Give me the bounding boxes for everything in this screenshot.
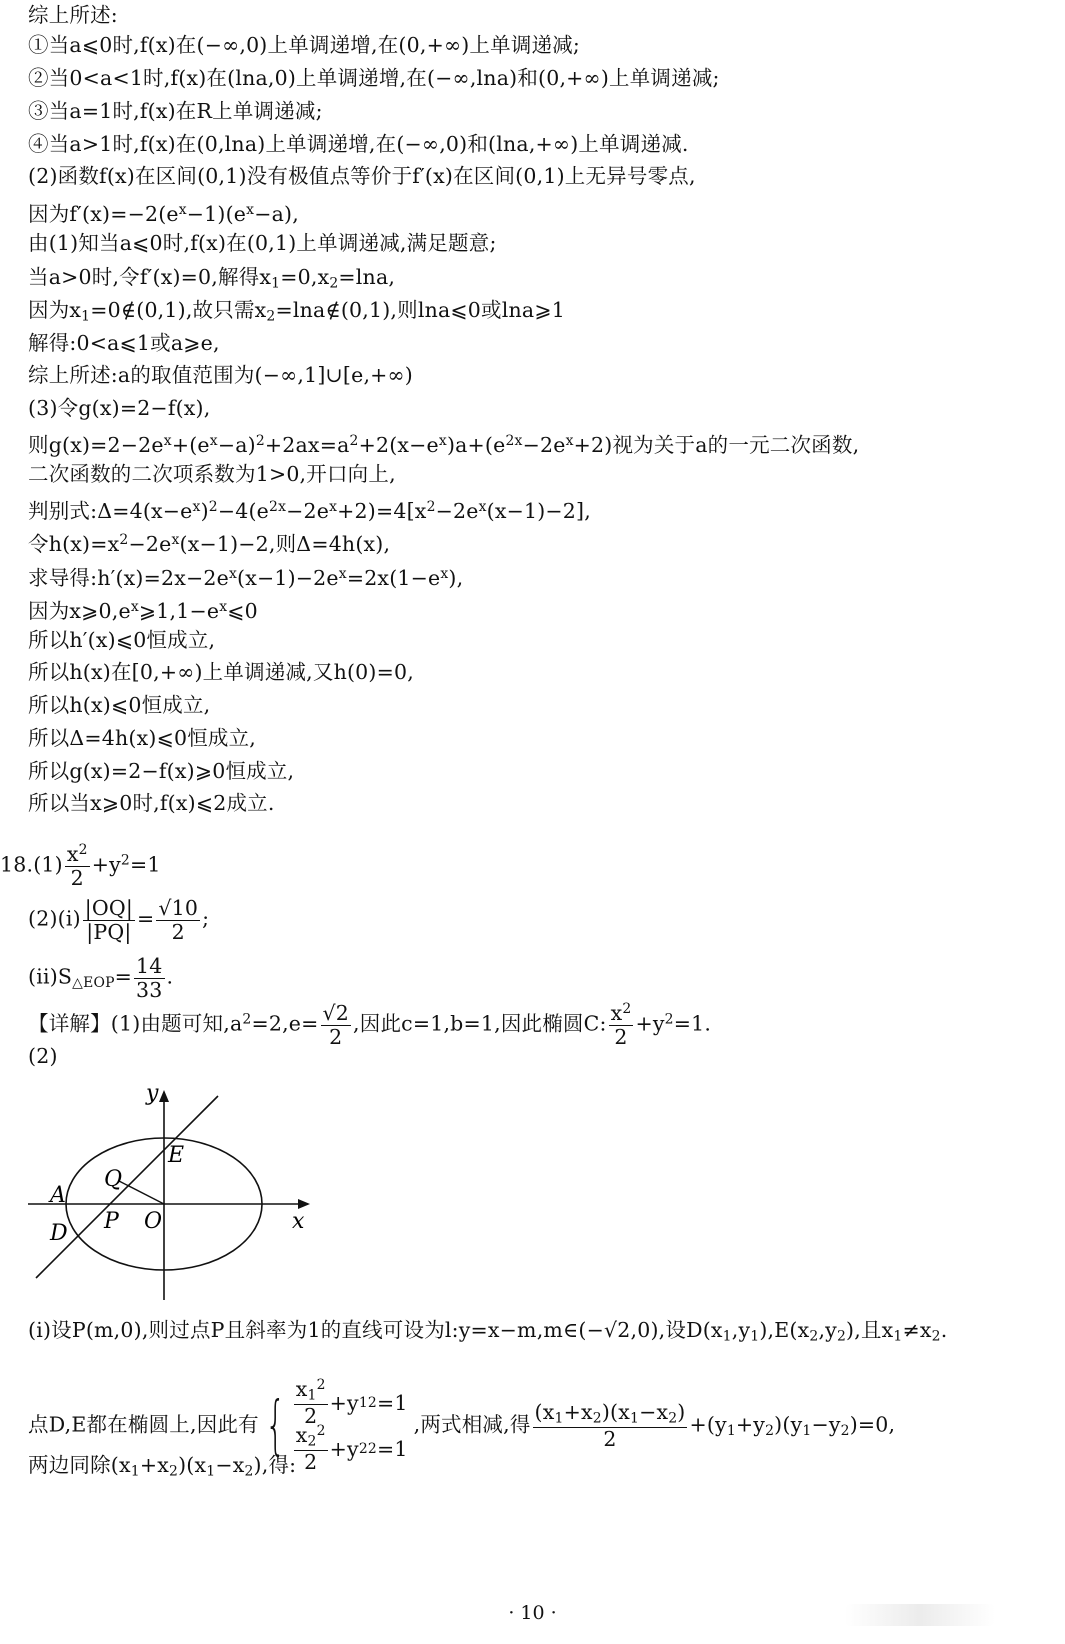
label-point-d: D bbox=[50, 1221, 68, 1246]
text-line: 二次函数的二次项系数为1>0,开口向上, bbox=[28, 462, 396, 486]
label-point-q: Q bbox=[104, 1167, 123, 1192]
subscript: 1 bbox=[206, 1463, 216, 1480]
text-line: 则$g(x)=2-2e^x+(e^x-a)^2+2ax=a^2+2(x-e^x)a+(e^{2x}-2e^x+2)$视为关于a的一元二次函数, bbox=[28, 432, 860, 457]
fraction-denominator: 2 bbox=[304, 1404, 318, 1429]
subscript: 1 bbox=[130, 1463, 140, 1480]
ellipse-diagram bbox=[26, 1078, 326, 1308]
superscript: 2 bbox=[242, 1011, 252, 1028]
superscript: 2 bbox=[120, 852, 130, 869]
text-line: 求导得$:h'(x)=2x-2e^x(x-1)-2e^x=2x(1-e^x)$, bbox=[28, 565, 464, 590]
superscript: 2 bbox=[316, 1423, 326, 1440]
superscript: x bbox=[478, 499, 487, 515]
superscript: x bbox=[209, 433, 218, 449]
page-number: · 10 · bbox=[508, 1602, 557, 1624]
superscript: x bbox=[178, 202, 187, 218]
subscript: 1 bbox=[726, 1422, 736, 1439]
fraction-denominator: 2 bbox=[70, 865, 84, 890]
superscript: 2x bbox=[269, 499, 287, 515]
subscript: 2 bbox=[840, 1422, 850, 1439]
text-line: 两边同除$(x_1+x_2)(x_1-x_2)$,得: bbox=[28, 1453, 297, 1480]
subscript: 1 bbox=[629, 1410, 640, 1427]
subscript: 1 bbox=[722, 1328, 732, 1345]
system-brace: { bbox=[265, 1389, 286, 1463]
text-line: $(ii)S_{\triangle EOP}=$ $\frac{14}{33}$ . bbox=[28, 954, 174, 1002]
text-line: ①当a⩽0时,f(x)在(−∞,0)上单调递增,在(0,+∞)上单调递减; bbox=[28, 33, 581, 57]
fraction-numerator: $x^2$ bbox=[610, 1001, 632, 1025]
text-line: 当a>0时,令f′(x)=0,解得$x_1=0,x_2=\ln a$, bbox=[28, 265, 396, 292]
superscript: 2 bbox=[208, 499, 218, 515]
text-line: 所以h(x)⩽0恒成立, bbox=[28, 693, 211, 717]
label-point-o: O bbox=[144, 1209, 163, 1234]
fraction bbox=[609, 1002, 634, 1048]
watermark-smudge bbox=[845, 1604, 995, 1626]
superscript: x bbox=[329, 499, 338, 515]
superscript: x bbox=[219, 599, 228, 615]
fraction-numerator: √2 bbox=[322, 1001, 350, 1025]
label-point-e: E bbox=[168, 1143, 185, 1168]
superscript: x bbox=[440, 566, 449, 582]
text-line: 解得:0<a⩽1或a⩾e, bbox=[28, 331, 220, 355]
fraction bbox=[83, 897, 135, 943]
superscript: x bbox=[130, 599, 139, 615]
superscript: 2 bbox=[367, 1395, 377, 1411]
subscript: 1 bbox=[802, 1422, 812, 1439]
fraction-denominator: 2 bbox=[329, 1024, 343, 1049]
text-line: ②当0<a<1时,f(x)在(lna,0)上单调递增,在(−∞,lna)和(0,+∞)上单调递减; bbox=[28, 66, 720, 90]
text-line: 所以h(x)在[0,+∞)上单调递减,又h(0)=0, bbox=[28, 660, 414, 684]
text-line: 令$h(x)=x^2-2e^x(x-1)-2$,则Δ=4h(x), bbox=[28, 531, 391, 556]
superscript: x bbox=[163, 433, 172, 449]
text-line: 综上所述: bbox=[28, 3, 118, 27]
text-line: (i)设P(m,0),则过点P且斜率为1的直线可设为l:y=x−m,m∈(−√2,0),设$D(x_1,y_1),E(x_2,y_2)$,且$x_1\ne x_2$. bbox=[28, 1318, 948, 1345]
fraction bbox=[321, 1002, 352, 1048]
fraction-denominator: 2 bbox=[171, 919, 185, 944]
text-line: 因为$x_1=0\notin(0,1)$,故只需$x_2=\ln a\notin(0,1)$,则lna⩽0或lna⩾1 bbox=[28, 298, 565, 325]
superscript: 2 bbox=[367, 1441, 377, 1457]
text-line: 判别式$:\Delta=4(x-e^x)^2-4(e^{2x}-2e^x+2)=4[x^2-2e^x(x-1)-2]$, bbox=[28, 498, 591, 523]
fraction-denominator: |PQ| bbox=[86, 919, 132, 944]
text-line: 综上所述:a的取值范围为(−∞,1]∪[e,+∞) bbox=[28, 363, 414, 387]
text-line: 18.(1) $\frac{x^2}{2}$ $+y^2=1$ bbox=[0, 842, 161, 890]
subscript: 2 bbox=[931, 1328, 941, 1345]
label-point-p: P bbox=[104, 1209, 119, 1234]
subscript: 2 bbox=[592, 1410, 602, 1427]
fraction bbox=[294, 1378, 328, 1427]
label-x-axis: x bbox=[292, 1209, 305, 1234]
y-axis-arrow bbox=[159, 1090, 169, 1102]
text-line: ③当a=1时,f(x)在R上单调递减; bbox=[28, 99, 323, 123]
subscript: 1 bbox=[554, 1410, 564, 1427]
superscript: 2 bbox=[622, 1001, 632, 1018]
subscript: 2 bbox=[329, 275, 339, 292]
label-point-a: A bbox=[50, 1183, 66, 1208]
superscript: 2 bbox=[119, 532, 129, 548]
subscript: 1 bbox=[893, 1328, 903, 1345]
superscript: 2 bbox=[316, 1377, 326, 1394]
text-line: (2)函数f(x)在区间(0,1)没有极值点等价于f′(x)在区间(0,1)上无异号零点, bbox=[28, 164, 696, 188]
fraction-numerator: $x^2$ bbox=[66, 842, 88, 866]
text-line: 所以g(x)=2−f(x)⩾0恒成立, bbox=[28, 759, 295, 783]
fraction-denominator: 2 bbox=[603, 1427, 617, 1452]
subscript: 1 bbox=[750, 1328, 760, 1345]
text-line: (3)令g(x)=2−f(x), bbox=[28, 396, 211, 420]
segment-oq bbox=[119, 1181, 164, 1204]
fraction-numerator: √10 bbox=[158, 896, 199, 920]
subscript: 1 bbox=[307, 1387, 317, 1404]
fraction-numerator: $x_1^2$ bbox=[295, 1377, 326, 1404]
subscript: △EOP bbox=[72, 975, 115, 992]
fraction-denominator: 2 bbox=[614, 1024, 628, 1049]
subscript: 1 bbox=[81, 308, 91, 325]
superscript: x bbox=[565, 433, 574, 449]
fraction bbox=[533, 1401, 688, 1450]
subscript: 2 bbox=[266, 308, 276, 325]
fraction-numerator: |OQ| bbox=[84, 896, 134, 920]
superscript: x bbox=[228, 566, 238, 582]
subscript: 1 bbox=[271, 275, 281, 292]
text-line: 点D,E都在椭圆上,因此有{ $\frac{x_1^2}{2}$ +y 1 2 =1 $\frac{x_2^2}{2}$ +y 2 2 =1 ,两式相减,得 $\frac{(x_1+x_2)(x_1-x_2)}{2}$ $+(y_1+y_2)(y_1-y_2)=0$, bbox=[28, 1377, 896, 1475]
subscript: 2 bbox=[307, 1433, 317, 1450]
superscript: x bbox=[192, 499, 201, 515]
subscript: 2 bbox=[244, 1463, 254, 1480]
subscript: 2 bbox=[809, 1328, 819, 1345]
equation-system-row: $\frac{x_1^2}{2}$ +y 1 2 =1 bbox=[295, 1377, 408, 1429]
x-axis-arrow bbox=[298, 1199, 310, 1209]
fraction bbox=[156, 897, 200, 943]
fraction bbox=[134, 955, 165, 1001]
text-line: 由(1)知当a⩽0时,f(x)在(0,1)上单调递减,满足题意; bbox=[28, 231, 497, 255]
text-line: 因为$f'(x)=-2(e^x-1)(e^x-a)$, bbox=[28, 201, 299, 226]
text-line: 【详解】(1)由题可知$,a^2=2,e=$ $\frac{√2}{2}$ ,因此c=1,b=1,因此椭圆C: $\frac{x^2}{2}$ $+y^2=1$. bbox=[28, 1001, 712, 1049]
fraction bbox=[65, 843, 90, 889]
superscript: 2x bbox=[505, 433, 523, 449]
text-line: 所以Δ=4h(x)⩽0恒成立, bbox=[28, 726, 257, 750]
superscript: x bbox=[171, 532, 180, 548]
superscript: 2 bbox=[78, 842, 88, 859]
text-line: 所以h′(x)⩽0恒成立, bbox=[28, 628, 216, 652]
text-line: 所以当x⩾0时,f(x)⩽2成立. bbox=[28, 791, 275, 815]
superscript: x bbox=[438, 433, 447, 449]
subscript: 2 bbox=[668, 1410, 678, 1427]
subscript: 2 bbox=[836, 1328, 847, 1345]
subscript: 2 bbox=[765, 1422, 775, 1439]
superscript: 2 bbox=[255, 433, 265, 449]
text-line: ④当a>1时,f(x)在(0,lna)上单调递增,在(−∞,0)和(lna,+∞)上单调递减. bbox=[28, 132, 689, 156]
label-y-axis: y bbox=[146, 1081, 159, 1106]
text-line: (2) bbox=[28, 1044, 58, 1068]
superscript: x bbox=[246, 202, 255, 218]
subscript: 2 bbox=[358, 1441, 368, 1457]
text-line: 因为$x⩾0,e^x⩾1,1-e^x⩽0$ bbox=[28, 598, 258, 623]
superscript: 2 bbox=[349, 433, 359, 449]
fraction-numerator: $x_2^2$ bbox=[295, 1423, 326, 1450]
superscript: 2 bbox=[664, 1011, 674, 1028]
superscript: 2 bbox=[426, 499, 436, 515]
subscript: 2 bbox=[168, 1463, 179, 1480]
fraction-numerator: 14 bbox=[136, 954, 163, 978]
fraction-denominator: 2 bbox=[304, 1450, 318, 1475]
superscript: x bbox=[338, 566, 347, 582]
fraction-denominator: 33 bbox=[136, 977, 163, 1002]
fraction-numerator: $(x_1+x_2)(x_1-x_2)$ bbox=[534, 1400, 686, 1427]
subscript: 1 bbox=[358, 1395, 368, 1411]
equation-system-row: $\frac{x_2^2}{2}$ +y 2 2 =1 bbox=[295, 1423, 408, 1475]
text-line: (2)(i) $\frac{|OQ|}{|PQ|}$ = $\frac{√10}{2}$ ; bbox=[28, 896, 210, 944]
